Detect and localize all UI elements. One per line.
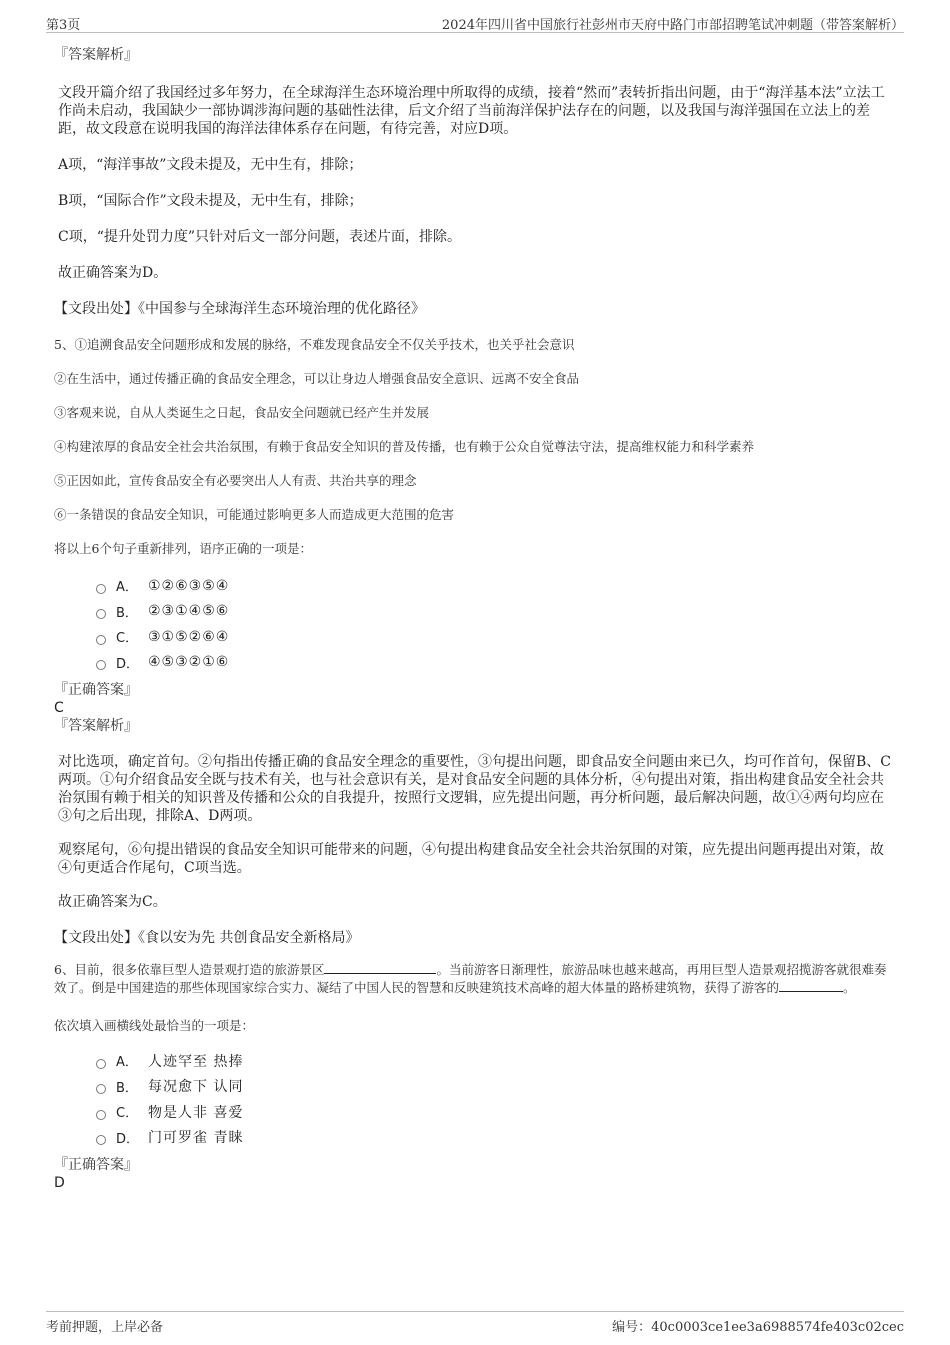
q6-stem-part: 6、目前，很多依靠巨型人造景观打造的旅游景区 xyxy=(54,962,325,977)
q5-source: 【文段出处】《食以安为先 共创食品安全新格局》 xyxy=(54,930,360,946)
option-letter: C． xyxy=(116,1106,139,1122)
option-text: ④⑤③②①⑥ xyxy=(148,654,230,671)
q4-analysis-label: 『答案解析』 xyxy=(54,47,138,63)
q5-analysis-label: 『答案解析』 xyxy=(54,718,138,734)
q6-option-c[interactable] xyxy=(96,1099,894,1125)
q6-option-a[interactable] xyxy=(96,1048,894,1074)
q5-sentence: ④构建浓厚的食品安全社会共治氛围，有赖于食品安全知识的普及传播，也有赖于公众自觉尊法守法，提高维权能力和科学素养 xyxy=(54,439,755,454)
document-id: 编号：40c0003ce1ee3a6988574fe403c02cec xyxy=(612,1320,904,1335)
fill-blank xyxy=(324,961,436,974)
document-title: 2024年四川省中国旅行社彭州市天府中路门市部招聘笔试冲刺题（带答案解析） xyxy=(441,18,904,33)
fill-blank xyxy=(779,979,843,992)
q5-prompt: 将以上6个句子重新排列，语序正确的一项是： xyxy=(54,541,312,556)
q6-answer: D xyxy=(54,1175,65,1191)
q5-sentence: ③客观来说，自从人类诞生之日起，食品安全问题就已经产生并发展 xyxy=(54,405,430,420)
q5-sentence: ⑥一条错误的食品安全知识，可能通过影响更多人而造成更大范围的危害 xyxy=(54,507,455,522)
option-text: ①②⑥③⑤④ xyxy=(148,577,230,594)
radio-icon[interactable] xyxy=(96,1059,106,1069)
option-letter: B． xyxy=(116,605,138,621)
q4-source: 【文段出处】《中国参与全球海洋生态环境治理的优化路径》 xyxy=(54,301,425,317)
q6-stem xyxy=(54,961,894,997)
option-text: 每况愈下 认同 xyxy=(148,1079,244,1096)
q6-option-d[interactable] xyxy=(96,1125,894,1151)
option-text: 人迹罕至 热捧 xyxy=(148,1053,244,1070)
option-letter: A． xyxy=(116,580,138,596)
q5-sentence: ⑤正因如此，宣传食品安全有必要突出人人有责、共治共享的理念 xyxy=(54,473,417,488)
option-text: 门可罗雀 青睐 xyxy=(148,1130,244,1147)
option-letter: B． xyxy=(116,1080,138,1096)
q4-analysis-paragraph: B项，“国际合作”文段未提及，无中生有，排除； xyxy=(58,193,363,209)
q6-stem-part: 。 xyxy=(843,980,856,995)
radio-icon[interactable] xyxy=(96,609,106,619)
page-number: 第3页 xyxy=(46,18,81,33)
radio-icon[interactable] xyxy=(96,635,106,645)
q6-option-b[interactable] xyxy=(96,1074,894,1100)
option-letter: A． xyxy=(116,1055,138,1071)
option-letter: C． xyxy=(116,631,139,647)
page-content xyxy=(56,46,894,1192)
q4-analysis-paragraph: C项，“提升处罚力度”只针对后文一部分问题，表述片面，排除。 xyxy=(58,229,462,245)
q5-analysis-paragraph: 对比选项，确定首句。②句指出传播正确的食品安全理念的重要性，③句提出问题，即食品安全问题由来已久，均可作首句，保留B、C两项。①句介绍食品安全既与技术有关，也与社会意识有关，是对食品安全问题的具体分析，④句提出对策，指出构建食品安全社会共治氛围有赖于相关的知识普及传播和公众的自我提升，按照行文逻辑，应先提出问题，再分析问题，最后解决问题，故①④两句均应在③句之后出现，排除A、D两项。 xyxy=(58,754,891,824)
q5-option-c[interactable] xyxy=(96,624,894,650)
q4-analysis-paragraph: 文段开篇介绍了我国经过多年努力，在全球海洋生态环境治理中所取得的成绩，接着“然而”表转折指出问题，由于“海洋基本法”立法工作尚未启动，我国缺少一部协调涉海问题的基础性法律，后文介绍了当前海洋保护法存在的问题，以及我国与海洋强国在立法上的差距，故文段意在说明我国的海洋法律体系存在问题，有待完善，对应D项。 xyxy=(58,85,885,137)
q5-answer: C xyxy=(54,700,64,716)
q5-options xyxy=(96,573,894,675)
option-letter: D． xyxy=(116,1131,140,1147)
radio-icon[interactable] xyxy=(96,1135,106,1145)
q5-option-a[interactable] xyxy=(96,573,894,599)
option-letter: D． xyxy=(116,656,140,672)
q4-analysis-paragraph: 故正确答案为D。 xyxy=(58,265,168,281)
q6-stem-part: 。当前游客日渐理性，旅游品味也越来越高，再用巨型人造景观招揽游客就很难奏效了。倒是中国建造的那些体现国家综合实力、凝结了中国人民的智慧和反映建筑技术高峰的超大体量的路桥建筑物，获得了游客的 xyxy=(54,962,887,995)
footer-slogan: 考前押题，上岸必备 xyxy=(46,1320,164,1335)
q5-option-d[interactable] xyxy=(96,650,894,676)
radio-icon[interactable] xyxy=(96,660,106,670)
q5-answer-label: 『正确答案』 xyxy=(54,682,138,698)
q5-analysis-paragraph: 故正确答案为C。 xyxy=(58,894,167,910)
q6-answer-label: 『正确答案』 xyxy=(54,1157,138,1173)
q5-analysis-paragraph: 观察尾句，⑥句提出错误的食品安全知识可能带来的问题，④句提出构建食品安全社会共治氛围的对策，应先提出问题再提出对策，故④句更适合作尾句，C项当选。 xyxy=(58,842,884,876)
page-header xyxy=(46,12,904,33)
radio-icon[interactable] xyxy=(96,1084,106,1094)
q4-analysis-paragraph: A项，“海洋事故”文段未提及，无中生有，排除； xyxy=(58,157,363,173)
q5-option-b[interactable] xyxy=(96,599,894,625)
radio-icon[interactable] xyxy=(96,584,106,594)
option-text: 物是人非 喜爱 xyxy=(148,1104,244,1121)
q6-prompt: 依次填入画横线处最恰当的一项是： xyxy=(54,1018,255,1033)
option-text: ②③①④⑤⑥ xyxy=(148,603,230,620)
q5-sentence: ②在生活中，通过传播正确的食品安全理念，可以让身边人增强食品安全意识、远离不安全食品 xyxy=(54,371,580,386)
q6-options xyxy=(96,1048,894,1150)
option-text: ③①⑤②⑥④ xyxy=(148,628,230,645)
q5-sentence: 5、①追溯食品安全问题形成和发展的脉络，不难发现食品安全不仅关乎技术，也关乎社会意识 xyxy=(54,337,575,352)
radio-icon[interactable] xyxy=(96,1110,106,1120)
page-footer xyxy=(46,1311,904,1336)
